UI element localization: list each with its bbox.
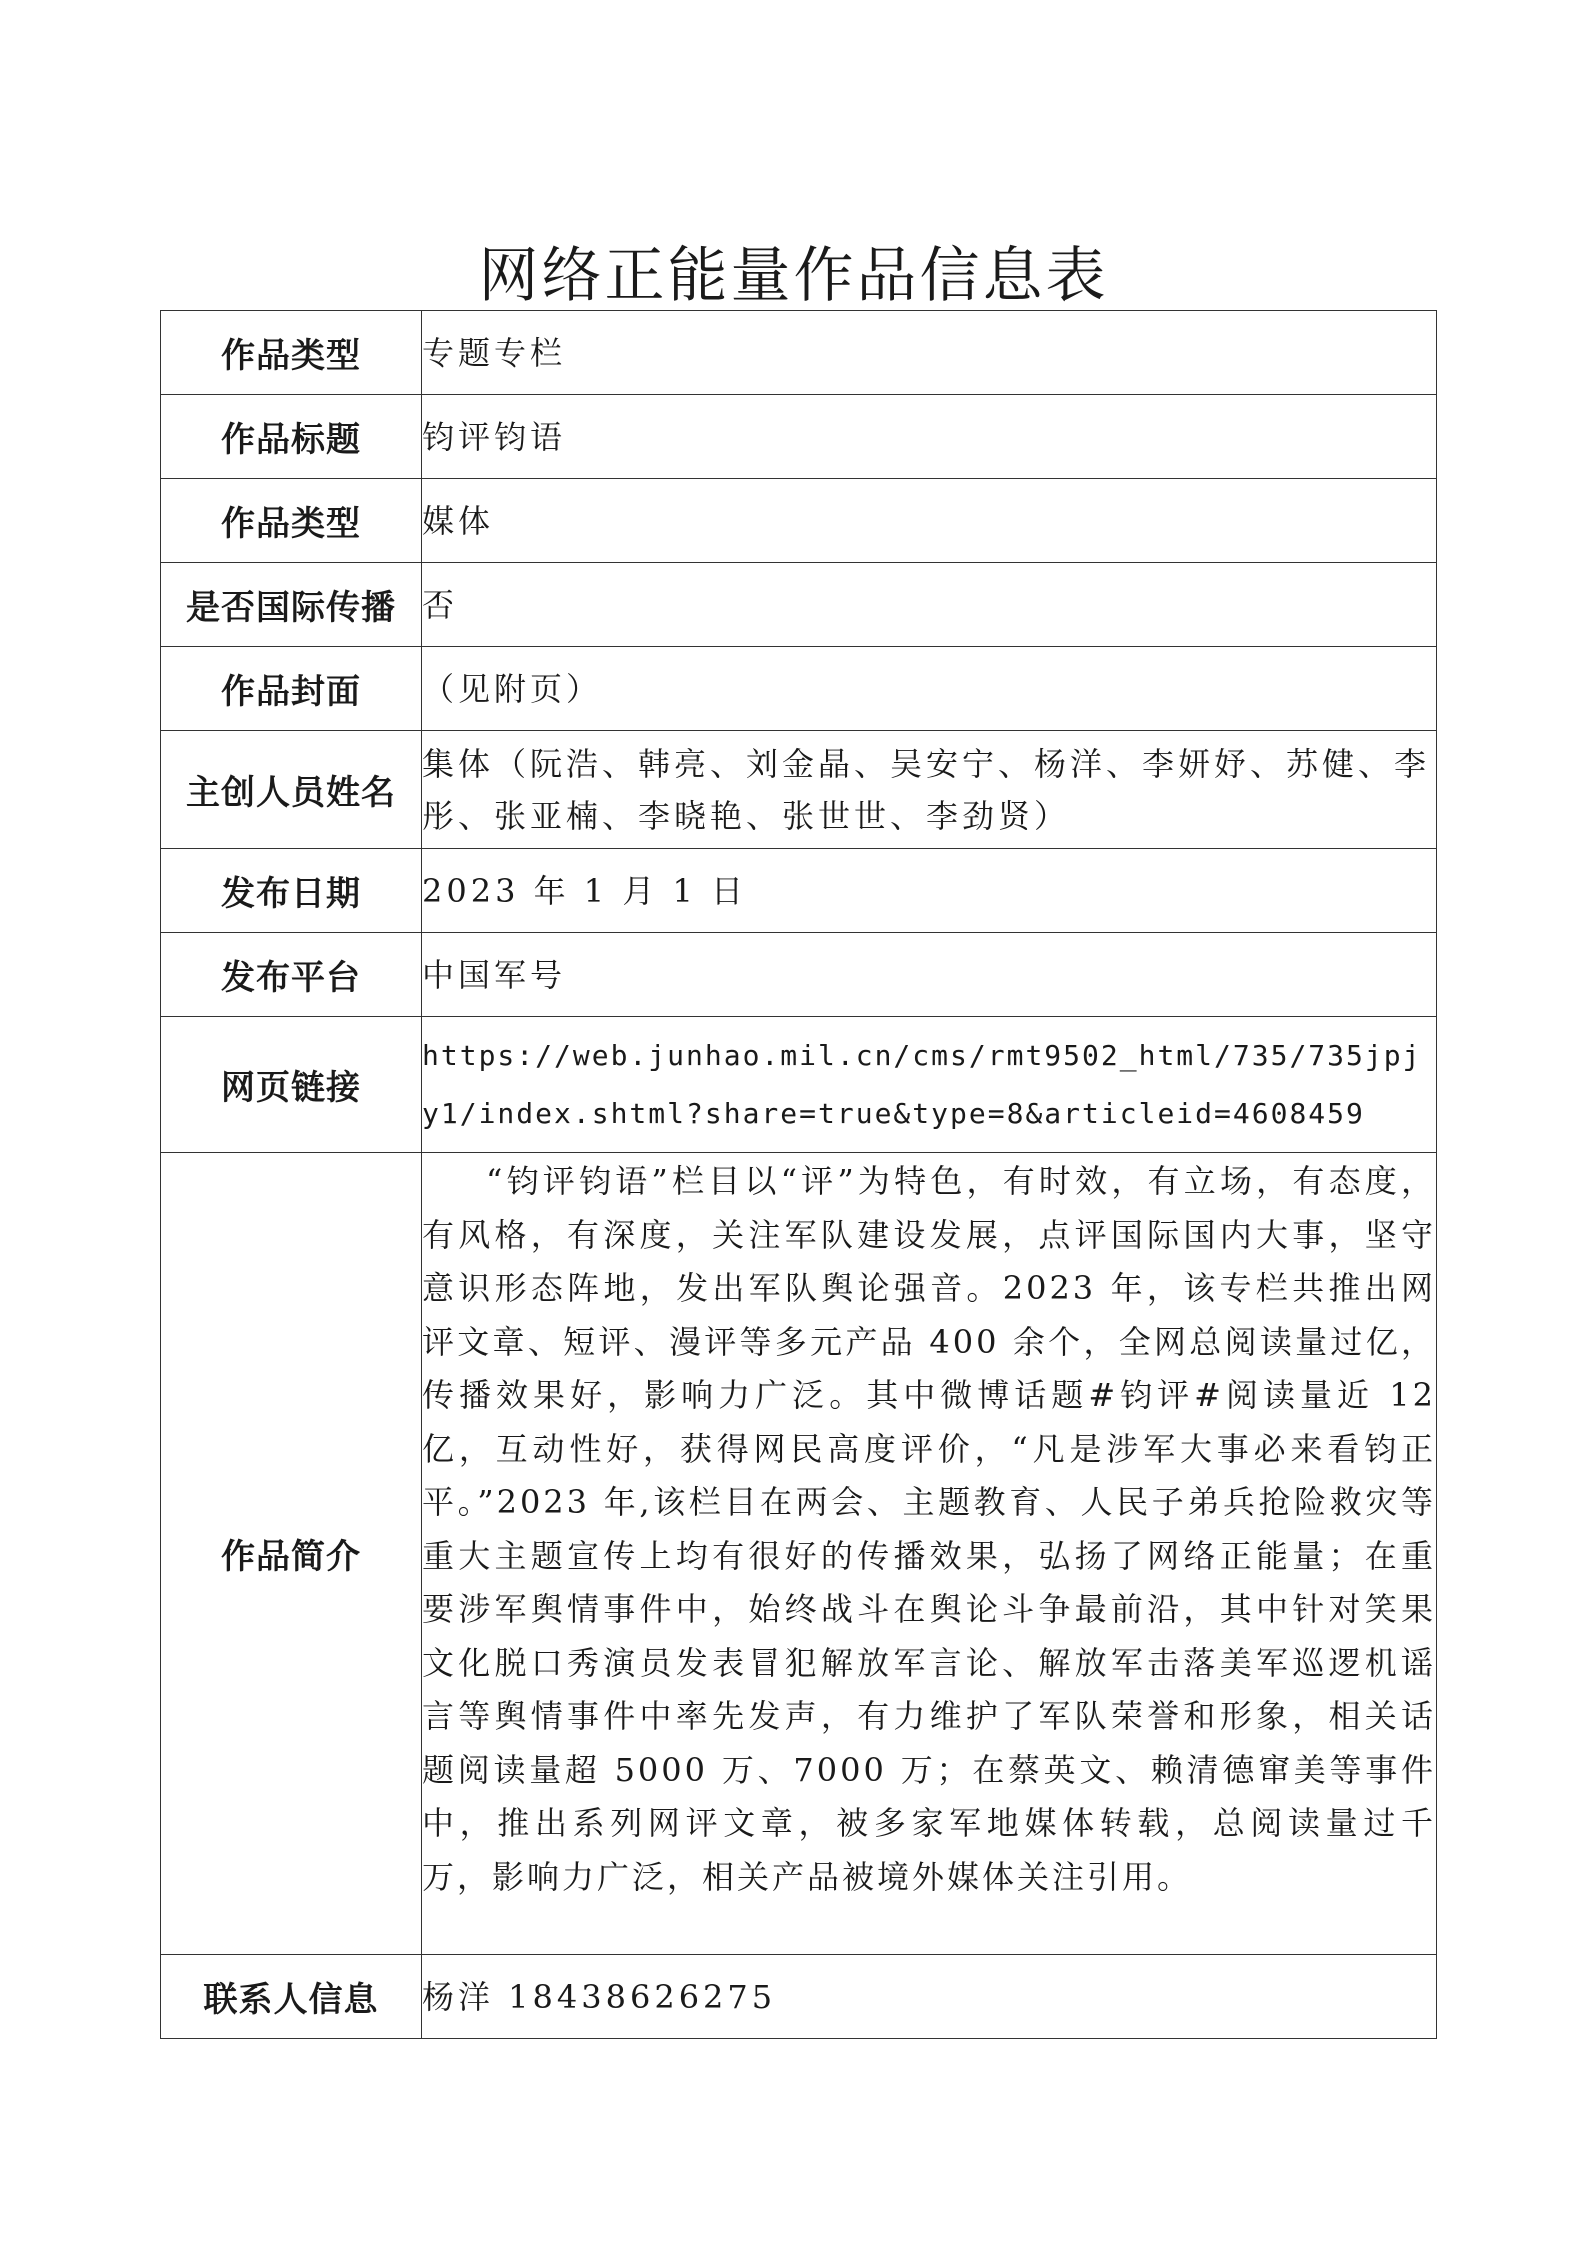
row-value: 专题专栏 [422, 311, 1437, 395]
row-value: 媒体 [422, 479, 1437, 563]
row-label: 发布日期 [161, 849, 422, 933]
table-row-cover [161, 647, 1437, 731]
summary-text: “钧评钧语”栏目以“评”为特色，有时效，有立场，有态度，有风格，有深度，关注军队建设发展，点评国际国内大事，坚守意识形态阵地，发出军队舆论强音。2023 年，该专栏共推出网评文章、短评、漫评等多元产品 400 余个，全网总阅读量过亿，传播效果好，影响力广泛。其中微博话题#钧评#阅读量近 12 亿，互动性好，获得网民高度评价，“凡是涉军大事必来看钧正平。”2023 年,该栏目在两会、主题教育、人民子弟兵抢险救灾等重大主题宣传上均有很好的传播效果，弘扬了网络正能量；在重要涉军舆情事件中，始终战斗在舆论斗争最前沿，其中针对笑果文化脱口秀演员发表冒犯解放军言论、解放军击落美军巡逻机谣言等舆情事件中率先发声，有力维护了军队荣誉和形象，相关话题阅读量超 5000 万、7000 万；在蔡英文、赖清德窜美等事件中，推出系列网评文章，被多家军地媒体转载，总阅读量过千万，影响力广泛，相关产品被境外媒体关注引用。 [422, 1153, 1437, 1955]
row-label: 作品简介 [161, 1153, 422, 1955]
row-value: 杨洋 18438626275 [422, 1955, 1437, 2039]
table-row-link [161, 1017, 1437, 1153]
table-row-contact [161, 1955, 1437, 2039]
row-label: 网页链接 [161, 1017, 422, 1153]
table-row-summary [161, 1153, 1437, 1955]
row-value: 否 [422, 563, 1437, 647]
info-table [160, 310, 1437, 2039]
row-label: 作品类型 [161, 311, 422, 395]
row-value: 集体（阮浩、韩亮、刘金晶、吴安宁、杨洋、李妍妤、苏健、李彤、张亚楠、李晓艳、张世世、李劲贤） [422, 731, 1437, 849]
table-row-publish-date [161, 849, 1437, 933]
row-label: 主创人员姓名 [161, 731, 422, 849]
table-row-international [161, 563, 1437, 647]
row-label: 发布平台 [161, 933, 422, 1017]
row-label: 是否国际传播 [161, 563, 422, 647]
table-row-platform [161, 933, 1437, 1017]
table-row-work-category [161, 479, 1437, 563]
row-label: 联系人信息 [161, 1955, 422, 2039]
row-value: 钧评钧语 [422, 395, 1437, 479]
table-row-work-type [161, 311, 1437, 395]
row-label: 作品标题 [161, 395, 422, 479]
row-label: 作品类型 [161, 479, 422, 563]
web-link[interactable]: https://web.junhao.mil.cn/cms/rmt9502_html/735/735jpjy1/index.shtml?share=true&type=8&articleid=4608459 [422, 1017, 1437, 1153]
page-title: 网络正能量作品信息表 [478, 241, 1109, 312]
table-row-work-title [161, 395, 1437, 479]
row-value: 2023 年 1 月 1 日 [422, 849, 1437, 933]
table-row-creators [161, 731, 1437, 849]
row-value: 中国军号 [422, 933, 1437, 1017]
row-label: 作品封面 [161, 647, 422, 731]
row-value: （见附页） [422, 647, 1437, 731]
